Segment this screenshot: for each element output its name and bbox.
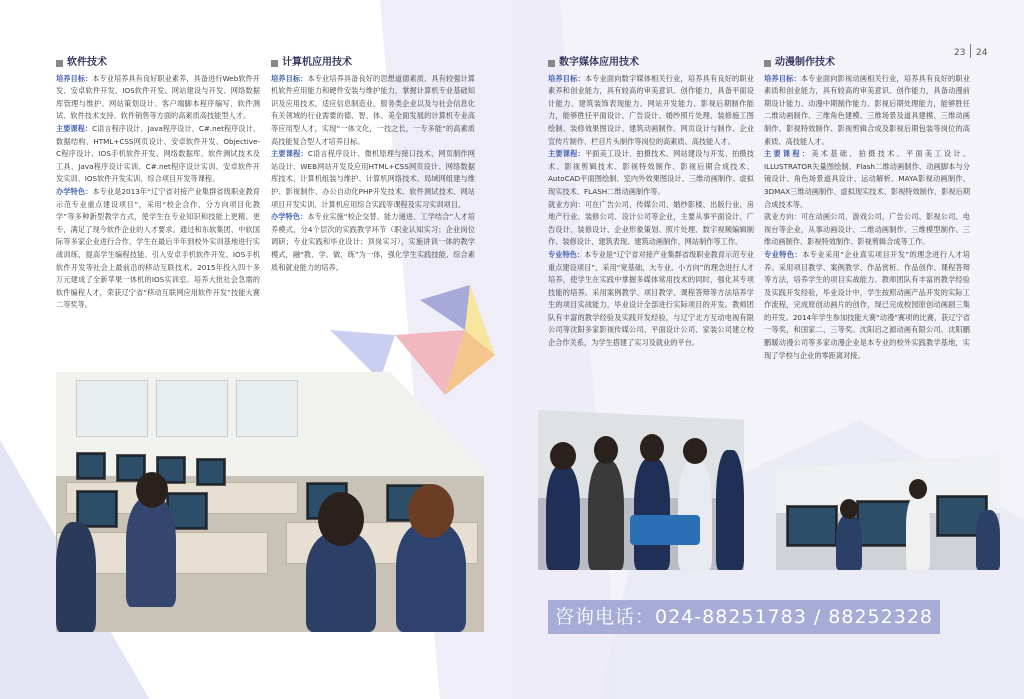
student-head: [408, 484, 454, 538]
student: [634, 458, 670, 570]
section-computer: [271, 57, 475, 274]
student: [396, 522, 466, 632]
student: [56, 522, 96, 632]
lab-window: [76, 380, 148, 437]
employment-text: 就业方向：可在广告公司、传媒公司、婚纱影楼、出版行业、房地产行业、装修公司、设计公司等企业，主要从事平面设计、广告设计、装修设计、企业形象策划、照片处理、数字视频编辑制作、装修设计、建筑表现、建筑动画制作、网站制作等工作。: [548, 199, 754, 247]
section-title: 动漫制作技术: [775, 57, 835, 68]
goal-text: 本专业面向数字媒体相关行业，培养具有良好的职业素养和创业能力，具有较高的审美意识、创作能力，具备平面设计能力、建筑装饰表现能力、网站开发能力、影视后期制作能力，能够胜任平面设计、广告设计、婚纱照片处理、装修施工图绘制、装修效果图设计、建筑动画制作、网页设计与制作、企业宣传片制作、栏目片头制作等岗位的高素质、高技能人才。: [548, 73, 754, 146]
student-head: [640, 434, 664, 462]
photo-animation-studio: [776, 455, 1000, 570]
student-head: [136, 472, 168, 508]
student-head: [683, 438, 707, 464]
section-software: [56, 57, 260, 312]
page-divider: [970, 44, 971, 58]
courses-label: 主要课程：: [271, 149, 308, 159]
instructor: [906, 495, 930, 570]
section-animation: [764, 57, 970, 362]
page-number-left: 23: [954, 48, 966, 58]
courses-label: 主要课程：: [764, 149, 812, 159]
section-title: 数字媒体应用技术: [559, 57, 639, 68]
employment-text: 就业方向：可在动画公司、游戏公司、广告公司、影视公司、电视台等企业，从事动画设计、二维动画制作、三维模型制作、三维动画制作、影视特效制作、影视剪辑合成等工作。: [764, 212, 970, 247]
lab-window: [236, 380, 298, 437]
goal-label: 培养目标：: [271, 73, 308, 83]
goal-text: 本专业面向影视动画相关行业，培养具有良好的职业素质和创业能力，具有较高的审美意识、创作能力，具备动漫前期设计能力、动漫中期制作能力、影视后期处理能力，能够胜任二维动画制作、三维角色建模、三维场景及道具建模、三维动画制作、影视特效制作、影视剪辑合成及影视后期包装等岗位的高素质、高技能人才。: [764, 73, 970, 146]
feature-text: 本专业采用“企业真实项目开发”的理念进行人才培养。采用项目教学、案例教学、作品赏析、作品创作、课程答辩等方法，培养学生的项目实战能力。教师团队有丰富的教学经验及实践开发经验，毕业设计中，学生按照动画产品开发的实际工作流程，完成原创动画片的创作，现已完成校园原创动画剧三集的开发。2014年学生参加技能大赛“动漫”赛项的比赛，获辽宁省一等奖，和国家二、三等奖。沈阳启之源动画有限公司、沈阳鹏鹏暖动漫公司等多家动漫企业是本专业的校外实践教学基地，实现了学校与企业的零距离对接。: [764, 249, 970, 360]
photo-computer-lab: [56, 372, 484, 632]
bullet-square-icon: [271, 60, 278, 67]
courses-text: 美术基础、拍摄技术、平面美工设计、ILLUSTRATOR矢量图绘制、Flash二维动画制作、动画脚本与分镜设计、角色场景道具设计、运动解析、MAYA影视动画制作、3DMAX三维动画制作、虚拟现实技术、影视特效制作、影视后期合成技术等。: [764, 149, 970, 209]
courses-text: C语言程序设计、微机原理与接口技术、网页制作网站设计、WEB网站开发及应用HTML+CSS网页设计、网络数据库技术、计算机组装与维护、计算机网络技术、局域网组建与维护、影视制作、办公自动化PHP开发技术、软件测试技术、网站项目开发实训、计算机应用综合实践等课程及实习实训项目。: [271, 149, 475, 209]
student-head: [318, 492, 364, 546]
photo-robotics-demo: [538, 410, 744, 570]
feature-text: 本专业是“辽宁省对接产业集群省级职业教育示范专业重点建设项目”，采用“宽基础、大专业、小方向”的理念进行人才培养，使学生在实践中掌握多媒体常用技术的同时，强化其专项技能的培养。采用案例教学、项目教学、课程答辩等方法培养学生的项目实战能力，毕业设计全部进行实际项目的开发。教师团队有丰富的教学经验及实践开发经验，与辽宁北方互动电视有限公司等沈阳多家影视传媒公司、平面设计公司、家装公司建立校企合作关系，为学生搭建了实习及就业的平台。: [548, 249, 754, 348]
courses-text: 平面美工设计、拍摄技术、网站建设与开发、拍摄技术、影视剪辑技术、影视特效制作、影视后期合成技术、AutoCAD平面图绘制、室内外效果图设计、三维动画制作、虚拟现实技术、FLASH二维动画制作等。: [548, 149, 754, 196]
lab-monitor: [76, 452, 106, 480]
hotline-banner: 咨询电话：024-88251783 / 88252328: [548, 600, 940, 634]
student: [126, 497, 176, 607]
lab-window: [156, 380, 228, 437]
courses-text: C语言程序设计、Java程序设计、C#.net程序设计、数据结构、HTML+CSS网页设计、安卓软件开发、Objective-C程序设计、IOS手机软件开发、网络数据库、软件测试技术及工具、Java程序设计实训、C#.net程序设计实训、安卓软件开发实训、IOS软件开发实训、综合项目开发等课程。: [56, 123, 260, 184]
section-title: 软件技术: [67, 57, 107, 68]
courses-label: 主要课程：: [548, 149, 585, 159]
feature-text: 本专业实施“校企交替、能力递进、工学结合”人才培养模式，分4个层次的实践教学环节（职业认知实习；企业岗位调研；专业实践和毕业设计；顶岗实习），实施讲训一体的教学模式，融“教、学、做、练”为一体，强化学生实践技能、综合素质和就业能力的培养。: [271, 212, 475, 272]
feature-label: 专业特色：: [548, 249, 585, 259]
bullet-square-icon: [764, 60, 771, 67]
student: [546, 465, 580, 570]
page-number-right: 24: [976, 48, 988, 58]
feature-text: 本专业是2013年“辽宁省对接产业集群省级职业教育示范专业重点建设项目”，采用“校企合作、分方向项目化教学”等多种新型教学方式，使学生在专业知识和技能上更精、更专，满足了现今软件企业的人才要求。通过和东软集团、中软国际等多家企业进行合作，学生在最后半年到校外实训基地进行实战训练，提高学生编程技能。引入安卓手机软件开发、IOS手机软件开发等社会上最前沿的移动互联技术。2015年投入四十多万元建成了全新苹果一体机的IOS实训室。培养大批社会急需的软件编程人才，荣获辽宁省“移动互联网应用软件开发”技能大赛二等奖等。: [56, 186, 260, 310]
section-title: 计算机应用技术: [282, 57, 352, 68]
feature-label: 办学特色：: [271, 212, 308, 222]
bullet-square-icon: [56, 60, 63, 67]
student: [716, 450, 744, 570]
student-head: [840, 499, 858, 519]
studio-monitor: [786, 505, 838, 547]
student: [976, 510, 1000, 570]
section-digital-media: [548, 57, 754, 350]
goal-label: 培养目标：: [56, 73, 93, 83]
teacher-head: [594, 436, 618, 464]
student: [836, 515, 862, 570]
robot-model: [630, 515, 700, 545]
feature-label: 专业特色：: [764, 249, 803, 259]
student: [306, 532, 376, 632]
teacher: [588, 460, 624, 570]
feature-label: 办学特色：: [56, 186, 93, 196]
goal-text: 本专业培养具备良好的思想道德素质、具有较强计算机软件应用能力和硬件安装与维护能力，掌握计算机专业基础知识及应用技术，适应信息制造业、服务类企业以及与社会信息化有关领域的行业需要的德、智、体、美全面发展的计算机专业高等应用型人才，实现“一体文化，一技之长，一专多能”的高素质高技能复合型人才培养目标。: [271, 73, 475, 146]
goal-text: 本专业培养具有良好职业素养，具备进行Web软件开发、安卓软件开发、IOS软件开发、网站建设与开发、网络数据库管理与维护、网站策划设计、客户端脚本程序编写、软件测试、软件技术支持、软件销售等方面的高素质高技能型人才。: [56, 73, 260, 121]
student-head: [550, 442, 576, 470]
goal-label: 培养目标：: [548, 73, 585, 83]
lab-monitor: [196, 458, 226, 486]
goal-label: 培养目标：: [764, 73, 801, 83]
bullet-square-icon: [548, 60, 555, 67]
courses-label: 主要课程：: [56, 123, 93, 133]
instructor-head: [909, 479, 927, 499]
